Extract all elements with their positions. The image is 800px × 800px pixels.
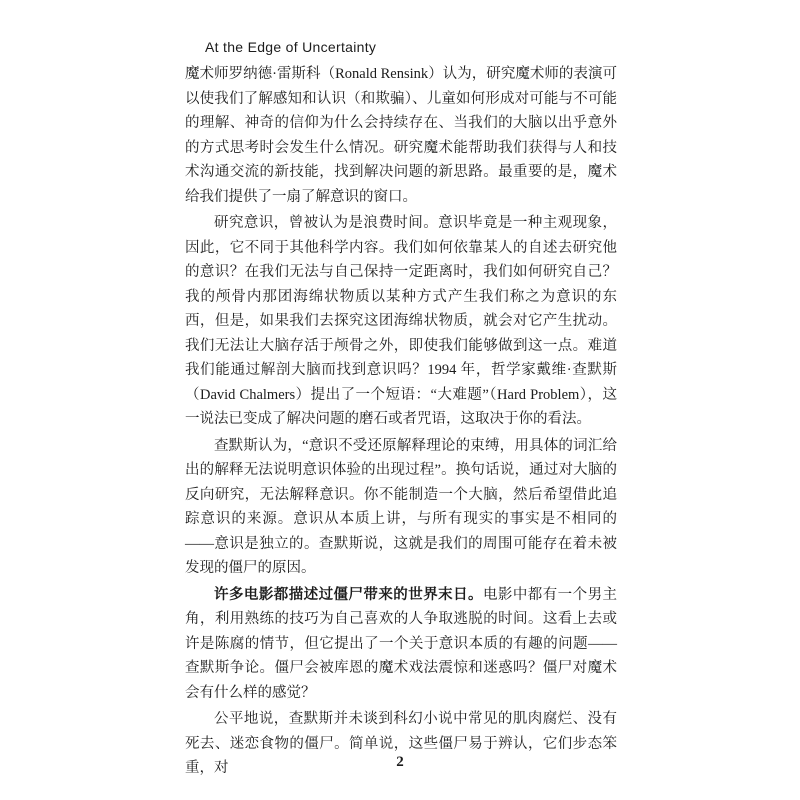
- paragraph: 公平地说，查默斯并未谈到科幻小说中常见的肌肉腐烂、没有死去、迷恋食物的僵尸。简单说，这些僵尸易于辨认，它们步态笨重，对: [185, 711, 617, 776]
- paragraph: 研究意识，曾被认为是浪费时间。意识毕竟是一种主观现象，因此，它不同于其他科学内容。我们如何依靠某人的自述去研究他的意识？在我们无法与自己保持一定距离时，我们如何研究自己？我的颅骨内那团海绵状物质以某种方式产生我们称之为意识的东西，但是，如果我们去探究这团海绵状物质，就会对它产生扰动。我们无法让大脑存活于颅骨之外，即使我们能够做到这一点。难道我们能通过解剖大脑而找到意识吗？1994 年，哲学家戴维·查默斯（David Chalmers）提出了一个短语：“大难题”（Hard Problem），这一说法已变成了解决问题的磨石或者咒语，这取决于你的看法。: [185, 215, 617, 427]
- paragraph-bold-lead: 许多电影都描述过僵尸带来的世界末日。: [214, 586, 483, 603]
- running-header: At the Edge of Uncertainty: [205, 39, 377, 55]
- page-body: [185, 62, 617, 781]
- paragraph: 魔术师罗纳德·雷斯科（Ronald Rensink）认为，研究魔术师的表演可以使我们了解感知和认识（和欺骗）、儿童如何形成对可能与不可能的理解、神奇的信仰为什么会持续存在、当我们的大脑以出乎意外的方式思考时会发生什么情况。研究魔术能帮助我们获得与人和技术沟通交流的新技能，找到解决问题的新思路。最重要的是，魔术给我们提供了一扇了解意识的窗口。: [185, 66, 617, 205]
- page-number: 2: [396, 754, 404, 770]
- paragraph: 查默斯认为，“意识不受还原解释理论的束缚，用具体的词汇给出的解释无法说明意识体验的出现过程”。换句话说，通过对大脑的反向研究，无法解释意识。你不能制造一个大脑，然后希望借此追踪意识的来源。意识从本质上讲，与所有现实的事实是不相同的——意识是独立的。查默斯说，这就是我们的周围可能存在着未被发现的僵尸的原因。: [185, 437, 617, 576]
- paragraph: 许多电影都描述过僵尸带来的世界末日。电影中都有一个男主角，利用熟练的技巧为自己喜欢的人争取逃脱的时间。这看上去或许是陈腐的情节，但它提出了一个关于意识本质的有趣的问题——查默斯争论。僵尸会被库恩的魔术戏法震惊和迷惑吗？僵尸对魔术会有什么样的感觉？: [185, 586, 618, 701]
